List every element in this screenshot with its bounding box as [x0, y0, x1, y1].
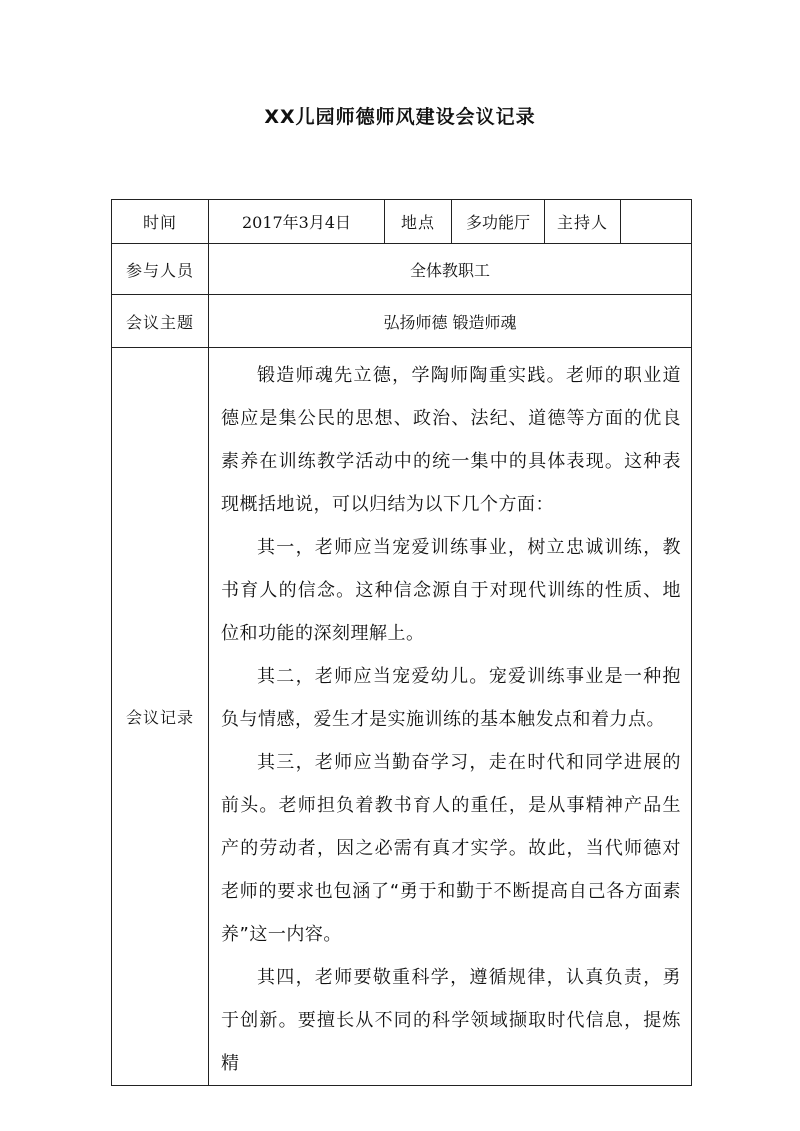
notes-paragraph: 锻造师魂先立德，学陶师陶重实践。老师的职业道德应是集公民的思想、政治、法纪、道德等方面的优良素养在训练教学活动中的统一集中的具体表现。这种表现概括地说，可以归结为以下几个方面： — [221, 365, 681, 515]
place-value: 多功能厅 — [452, 200, 545, 244]
participants-label: 参与人员 — [112, 244, 209, 295]
row-participants — [112, 244, 692, 295]
document-title: XX儿园师德师风建设会议记录 — [264, 106, 536, 128]
row-theme — [112, 295, 692, 348]
meeting-record-table — [111, 199, 692, 1086]
notes-paragraph: 其二，老师应当宠爱幼儿。宠爱训练事业是一种抱负与情感，爱生才是实施训练的基本触发点和着力点。 — [221, 666, 681, 730]
time-label: 时间 — [112, 200, 209, 244]
host-label: 主持人 — [545, 200, 621, 244]
host-value — [621, 200, 692, 244]
notes-label: 会议记录 — [112, 348, 209, 1086]
notes-paragraph: 其三，老师应当勤奋学习，走在时代和同学进展的前头。老师担负着教书育人的重任，是从事精神产品生产的劳动者，因之必需有真才实学。故此，当代师德对老师的要求也包涵了“勇于和勤于不断提高自己各方面素养”这一内容。 — [221, 752, 681, 945]
theme-label: 会议主题 — [112, 295, 209, 348]
notes-paragraph: 其四，老师要敬重科学，遵循规律，认真负责，勇于创新。要擅长从不同的科学领域撷取时代信息，提炼精 — [221, 967, 681, 1074]
time-value: 2017年3月4日 — [209, 200, 385, 244]
row-notes — [112, 348, 692, 1086]
place-label: 地点 — [385, 200, 452, 244]
notes-content — [209, 348, 692, 1086]
row-basic-info — [112, 200, 692, 244]
participants-value: 全体教职工 — [209, 244, 692, 295]
theme-value: 弘扬师德 锻造师魂 — [209, 295, 692, 348]
notes-paragraph: 其一，老师应当宠爱训练事业，树立忠诚训练，教书育人的信念。这种信念源自于对现代训练的性质、地位和功能的深刻理解上。 — [221, 537, 681, 644]
